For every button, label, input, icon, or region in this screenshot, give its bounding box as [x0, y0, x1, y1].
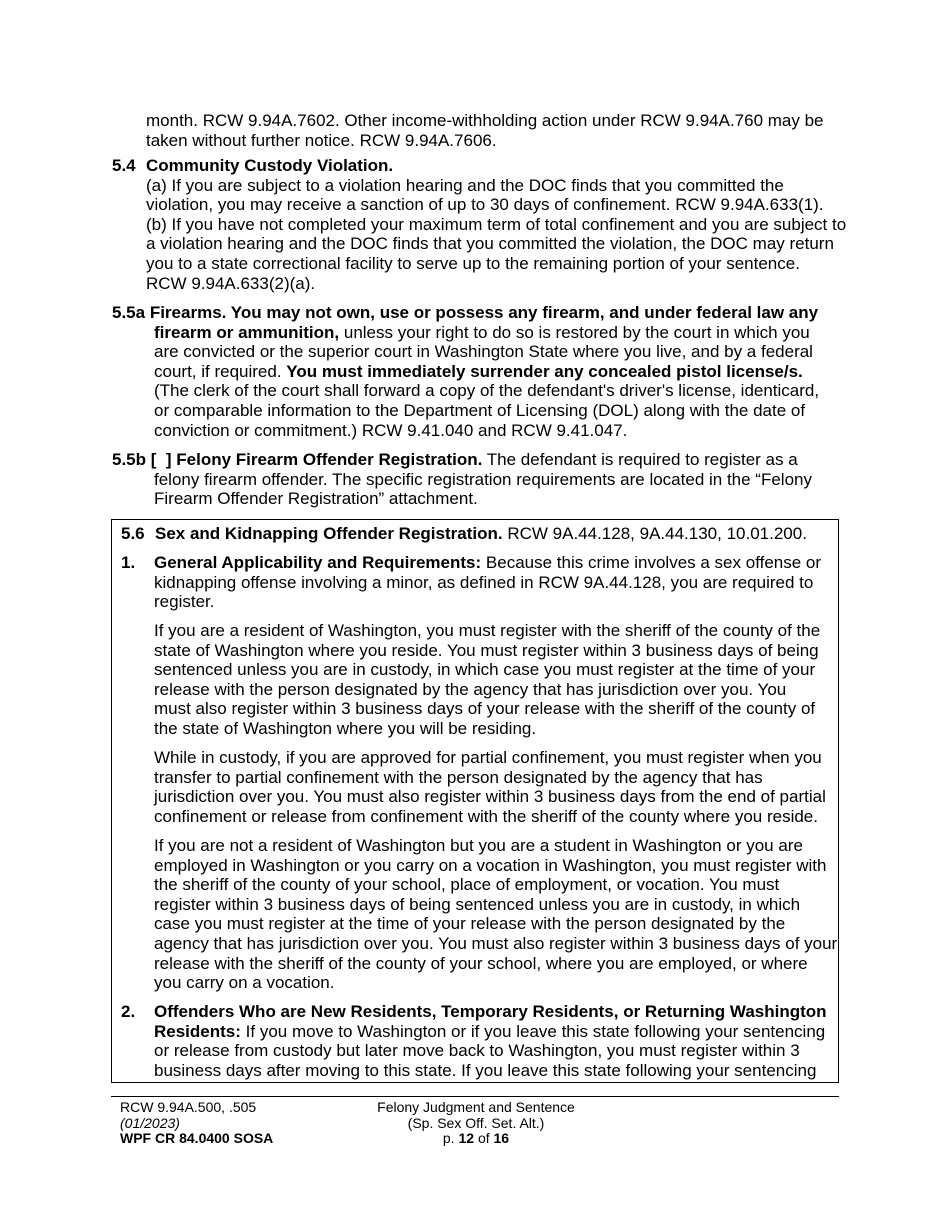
paragraph-line: release with the person designated by the agency that has jurisdiction over you. You — [154, 679, 787, 699]
section-5-6-citation: RCW 9A.44.128, 9A.44.130, 10.01.200. — [507, 524, 807, 543]
footer-form-id: WPF CR 84.0400 SOSA — [120, 1130, 274, 1146]
section-5-5a-line: or comparable information to the Department of Licensing (DOL) along with the date of — [154, 400, 806, 420]
item-2-line: business days after moving to this state. If you leave this state following your sentencing — [154, 1060, 817, 1080]
paragraph-line: case you must register at the time of your release with the person designated by the — [154, 914, 786, 934]
section-5-5a-line — [154, 323, 819, 343]
section-continuation — [146, 111, 824, 150]
section-5-5b-heading-line — [112, 450, 812, 470]
item-2-number: 2. — [121, 1002, 136, 1021]
continuation-line: month. RCW 9.94A.7602. Other income-withholding action under RCW 9.94A.760 may be — [146, 111, 824, 130]
section-5-5a-text: unless your right to do so is restored by the court in which you — [343, 322, 810, 342]
page-label: p. — [442, 1130, 455, 1146]
footer-left — [120, 1100, 273, 1147]
footer-citation: RCW 9.94A.500, .505 — [120, 1099, 257, 1115]
paragraph-line: state of Washington where you reside. You must register within 3 business days of being — [154, 640, 819, 660]
item-1-line: kidnapping offense involving a minor, as defined in RCW 9A.44.128, you are required to — [154, 572, 814, 592]
footer-revision-date: (01/2023) — [120, 1114, 180, 1131]
item-1-heading: General Applicability and Requirements: — [154, 553, 482, 572]
footer-title: Felony Judgment and Sentence — [377, 1099, 575, 1115]
footer-rule — [111, 1096, 839, 1097]
paragraph-line: must also register within 3 business days of your release with the sheriff of the county of — [154, 699, 816, 719]
section-5-5a-number: 5.5a — [112, 303, 146, 322]
section-5-6-box — [111, 519, 839, 1083]
section-5-5a-line: are convicted or the superior court in Washington State where you live, and by a federal — [154, 342, 813, 362]
item-2-heading-line — [121, 1002, 827, 1022]
section-5-5a-line: conviction or commitment.) RCW 9.41.040 and RCW 9.41.047. — [154, 420, 628, 440]
paragraph-line: jurisdiction over you. You must also register within 3 business days from the end of partial — [154, 787, 826, 807]
section-5-6-heading: Sex and Kidnapping Offender Registration. — [155, 524, 503, 543]
item-2-line: or release from custody but later move back to Washington, you must register within 3 — [154, 1041, 800, 1061]
page-total: 16 — [493, 1130, 510, 1146]
section-5-5b — [112, 450, 812, 509]
paragraph-line: register within 3 business days of being sentenced unless you are in custody, in which — [154, 894, 801, 914]
footer-center — [376, 1100, 576, 1147]
page-separator: of — [477, 1130, 490, 1146]
section-5-6-number: 5.6 — [121, 524, 145, 543]
custody-paragraph — [154, 748, 826, 826]
section-5-5a — [112, 303, 820, 440]
paragraph-line: confinement or release from confinement with the sheriff of the county where you reside. — [154, 806, 818, 826]
item-1-line: register. — [154, 592, 215, 612]
section-5-4-line: violation, you may receive a sanction of up to 30 days of confinement. RCW 9.94A.633(1). — [146, 195, 824, 215]
paragraph-line: sentenced unless you are in custody, in which case you must register at the time of your — [154, 660, 816, 680]
paragraph-line: the sheriff of the county of your school, place of employment, or vocation. You must — [154, 875, 780, 895]
footer-subtitle: (Sp. Sex Off. Set. Alt.) — [407, 1114, 545, 1131]
section-5-4-line: you to a state correctional facility to serve up to the remaining portion of your sentence. — [146, 253, 800, 273]
section-5-4-line: (a) If you are subject to a violation hearing and the DOC finds that you committed the — [146, 175, 784, 195]
section-5-5a-line — [154, 362, 819, 382]
section-5-4-line: a violation hearing and the DOC finds that you committed the violation, the DOC may return — [146, 234, 834, 254]
section-5-5a-heading: Firearms. You may not own, use or possess any firearm, and under federal law any — [149, 303, 819, 322]
section-5-6-item-1 — [121, 553, 822, 612]
page-current: 12 — [458, 1130, 475, 1146]
section-5-4-heading: Community Custody Violation. — [146, 156, 394, 175]
section-5-6-heading-line — [121, 524, 807, 544]
item-2-line — [154, 1022, 827, 1042]
section-5-5b-heading: Felony Firearm Offender Registration. — [176, 450, 483, 469]
paragraph-line: While in custody, if you are approved for partial confinement, you must register when you — [154, 748, 822, 767]
non-resident-paragraph — [154, 836, 837, 993]
item-2-heading-end: Residents: — [154, 1021, 241, 1041]
section-5-5b-text: The defendant is required to register as a — [486, 450, 798, 469]
paragraph-line: If you are not a resident of Washington but you are a student in Washington or you are — [154, 836, 803, 855]
item-2-heading: Offenders Who are New Residents, Temporary Residents, or Returning Washington — [154, 1002, 827, 1021]
paragraph-line: transfer to partial confinement with the person designated by the agency that has — [154, 767, 763, 787]
section-5-5a-heading-line — [112, 303, 819, 323]
paragraph-line: the state of Washington where you will be residing. — [154, 718, 537, 738]
section-5-5a-text: court, if required. — [154, 361, 282, 381]
section-5-4 — [112, 156, 847, 293]
item-1-text: Because this crime involves a sex offense or — [485, 553, 822, 572]
section-5-5a-line: (The clerk of the court shall forward a copy of the defendant's driver's license, identicard, — [154, 381, 820, 401]
section-5-6-item-2 — [121, 1002, 827, 1080]
paragraph-line: employed in Washington or you carry on a vocation in Washington, you must register with — [154, 855, 827, 875]
paragraph-line: If you are a resident of Washington, you must register with the sheriff of the county of the — [154, 621, 821, 640]
section-5-4-line: (b) If you have not completed your maximum term of total confinement and you are subject to — [146, 214, 847, 234]
paragraph-line: release with the sheriff of the county of your school, where you are employed, or where — [154, 953, 808, 973]
item-2-text: If you move to Washington or if you leave this state following your sentencing — [245, 1021, 826, 1041]
section-5-4-line: RCW 9.94A.633(2)(a). — [146, 273, 316, 293]
resident-paragraph — [154, 621, 820, 739]
section-5-4-number: 5.4 — [112, 156, 136, 175]
section-5-5b-number: 5.5b — [112, 450, 147, 469]
paragraph-line: you carry on a vocation. — [154, 973, 335, 993]
section-5-5a-surrender-notice: You must immediately surrender any concealed pistol license/s. — [286, 361, 803, 381]
section-5-6-heading-block — [121, 524, 807, 544]
section-5-4-heading-line — [112, 156, 846, 176]
continuation-line: taken without further notice. RCW 9.94A.7606. — [146, 130, 497, 150]
section-5-5b-checkbox: [ ] — [150, 450, 172, 469]
section-5-5b-line: Firearm Offender Registration” attachment. — [154, 489, 478, 509]
section-5-5b-line: felony firearm offender. The specific registration requirements are located in the “Felony — [154, 469, 812, 489]
item-1-number: 1. — [121, 553, 136, 572]
item-1-heading-line — [121, 553, 822, 573]
paragraph-line: agency that has jurisdiction over you. You must also register within 3 business days of your — [154, 933, 838, 953]
page-number — [376, 1131, 576, 1147]
section-5-5a-emphasis: firearm or ammunition, — [154, 322, 340, 342]
